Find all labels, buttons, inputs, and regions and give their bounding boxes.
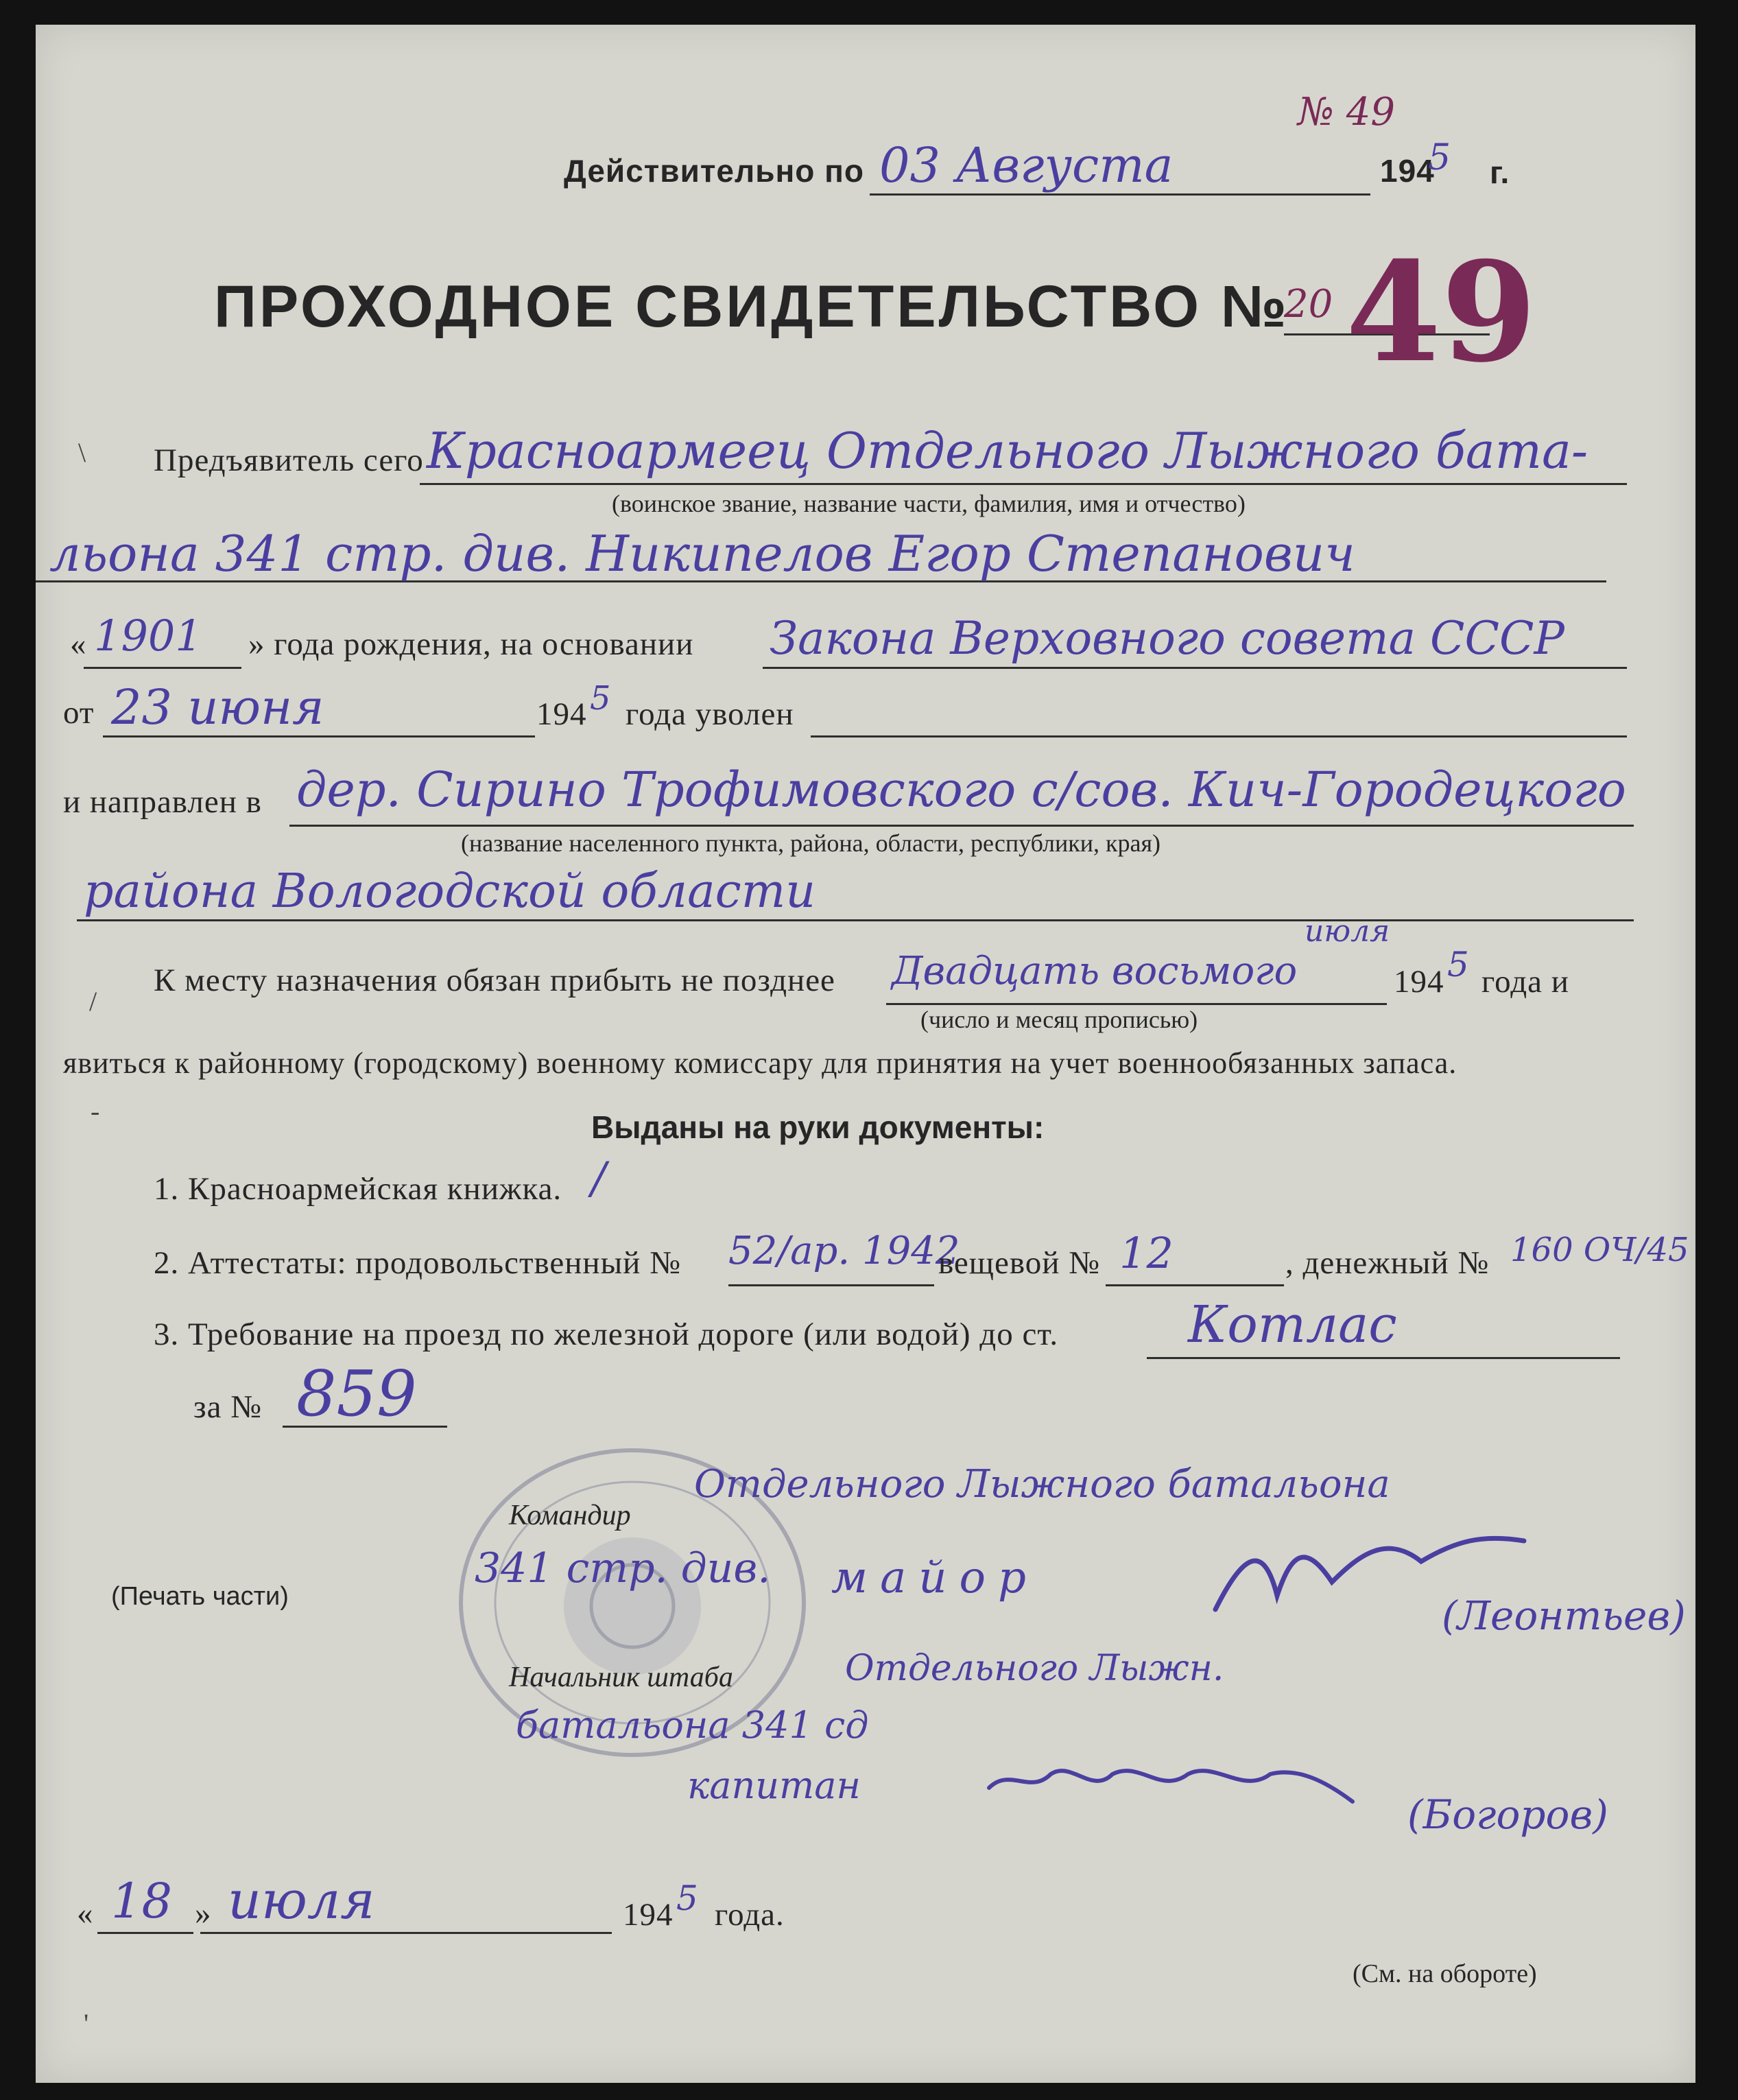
valid-until-suffix: г. [1490, 154, 1510, 190]
arrival-year: 194 [1394, 964, 1444, 1000]
item2-food-underline [728, 1284, 934, 1286]
directed-underline-2 [77, 919, 1634, 921]
commander-unit-2: 341 стр. див. [475, 1544, 771, 1592]
title-number-small: 20 [1284, 282, 1333, 327]
directed-value-1: дер. Сирино Трофимовского с/сов. Кич-Городецкого [296, 762, 1626, 818]
item2-clothing-label: вещевой № [938, 1245, 1100, 1281]
item2-food-value: 52/ар. 1942 [728, 1229, 960, 1273]
report-line: явиться к районному (городскому) военному комиссару для принятия на учет военнообязанных запаса. [63, 1046, 1457, 1080]
birth-quote-open: « [70, 626, 87, 662]
margin-tick: ' [84, 2008, 89, 2039]
birth-year-underline [84, 667, 241, 669]
margin-tick: / [89, 986, 97, 1017]
title-number-large: 49 [1346, 232, 1537, 393]
commander-label: Командир [509, 1500, 631, 1531]
from-label: от [63, 695, 95, 731]
chief-rank: капитан [687, 1764, 861, 1807]
birth-year: 1901 [94, 611, 202, 661]
chief-name: (Богоров) [1407, 1791, 1608, 1838]
issue-day-underline [97, 1932, 193, 1934]
valid-until-year: 194 [1380, 153, 1435, 189]
directed-underline-1 [289, 825, 1634, 827]
issue-year-digit: 5 [676, 1878, 698, 1918]
from-date-underline [103, 735, 535, 738]
directed-label: и направлен в [63, 784, 262, 820]
arrival-label: К месту назначения обязан прибыть не позднее [154, 963, 835, 998]
commander-unit-1: Отдельного Лыжного батальона [694, 1462, 1390, 1507]
issue-month: июля [228, 1869, 375, 1931]
chief-label: Начальник штаба [509, 1662, 733, 1693]
chief-unit-1: Отдельного Лыжн. [845, 1648, 1224, 1689]
documents-heading: Выданы на руки документы: [591, 1109, 1045, 1145]
issue-day: 18 [111, 1873, 173, 1929]
item2-money-label: , денежный № [1285, 1245, 1490, 1281]
commander-name: (Леонтьев) [1442, 1592, 1686, 1639]
item3-station-underline [1147, 1357, 1620, 1359]
from-year-digit: 5 [590, 679, 611, 718]
item3-za-label: за № [193, 1389, 263, 1425]
corner-number: № 49 [1298, 90, 1396, 134]
valid-until-date: 03 Августа [879, 137, 1174, 193]
margin-tick: - [91, 1096, 100, 1126]
item2-money-value: 160 ОЧ/45 [1510, 1231, 1689, 1269]
valid-until-underline [870, 193, 1370, 196]
birth-label: » года рождения, на основании [248, 626, 694, 662]
arrival-underline [886, 1003, 1387, 1005]
dismissed-label: года уволен [626, 696, 794, 732]
directed-value-2: района Вологодской области [84, 864, 816, 919]
from-year: 194 [536, 696, 587, 732]
margin-tick: \ [78, 437, 86, 468]
issue-suffix: года. [715, 1897, 785, 1933]
bearer-value-2: льона 341 стр. див. Никипелов Егор Степанович [49, 525, 1355, 582]
bearer-caption: (воинское звание, название части, фамилия, имя и отчество) [612, 490, 1246, 517]
document-sheet [36, 25, 1695, 2083]
issue-month-underline [200, 1932, 612, 1934]
item2-clothing-underline [1106, 1284, 1284, 1286]
birth-basis-underline [763, 667, 1627, 669]
bearer-underline-1 [420, 483, 1627, 485]
birth-basis: Закона Верховного совета СССР [770, 612, 1564, 665]
issue-quote-close: » [195, 1896, 212, 1931]
see-reverse: (См. на обороте) [1353, 1959, 1537, 1988]
bearer-label: Предъявитель сего [154, 443, 424, 478]
dismissed-underline [811, 735, 1627, 738]
valid-until-year-digit: 5 [1428, 137, 1451, 178]
item1-value: / [591, 1153, 606, 1204]
arrival-year-digit: 5 [1447, 945, 1469, 984]
seal-caption: (Печать части) [111, 1582, 289, 1611]
issue-year: 194 [623, 1897, 674, 1933]
from-date: 23 июня [111, 679, 324, 735]
item2-label: 2. Аттестаты: продовольственный № [154, 1245, 681, 1281]
item1-label: 1. Красноармейская книжка. [154, 1171, 562, 1207]
arrival-suffix: года и [1481, 964, 1569, 1000]
item3-label: 3. Требование на проезд по железной дороге (или водой) до ст. [154, 1317, 1059, 1352]
bearer-value-1: Красноармеец Отдельного Лыжного бата- [427, 422, 1588, 480]
item3-za-value: 859 [296, 1357, 417, 1430]
directed-caption: (название населенного пункта, района, области, республики, края) [461, 829, 1161, 857]
arrival-caption: (число и месяц прописью) [920, 1006, 1198, 1033]
commander-rank: майор [831, 1553, 1038, 1603]
issue-quote-open: « [77, 1896, 94, 1931]
page-title: ПРОХОДНОЕ СВИДЕТЕЛЬСТВО № [214, 274, 1289, 340]
valid-until-label: Действительно по [564, 153, 865, 189]
item3-station: Котлас [1188, 1295, 1397, 1354]
chief-unit-2: батальона 341 сд [516, 1703, 869, 1747]
chief-signature [982, 1733, 1366, 1829]
item2-clothing-value: 12 [1119, 1228, 1174, 1278]
arrival-value: Двадцать восьмого [892, 949, 1298, 993]
arrival-month: июля [1305, 914, 1390, 949]
